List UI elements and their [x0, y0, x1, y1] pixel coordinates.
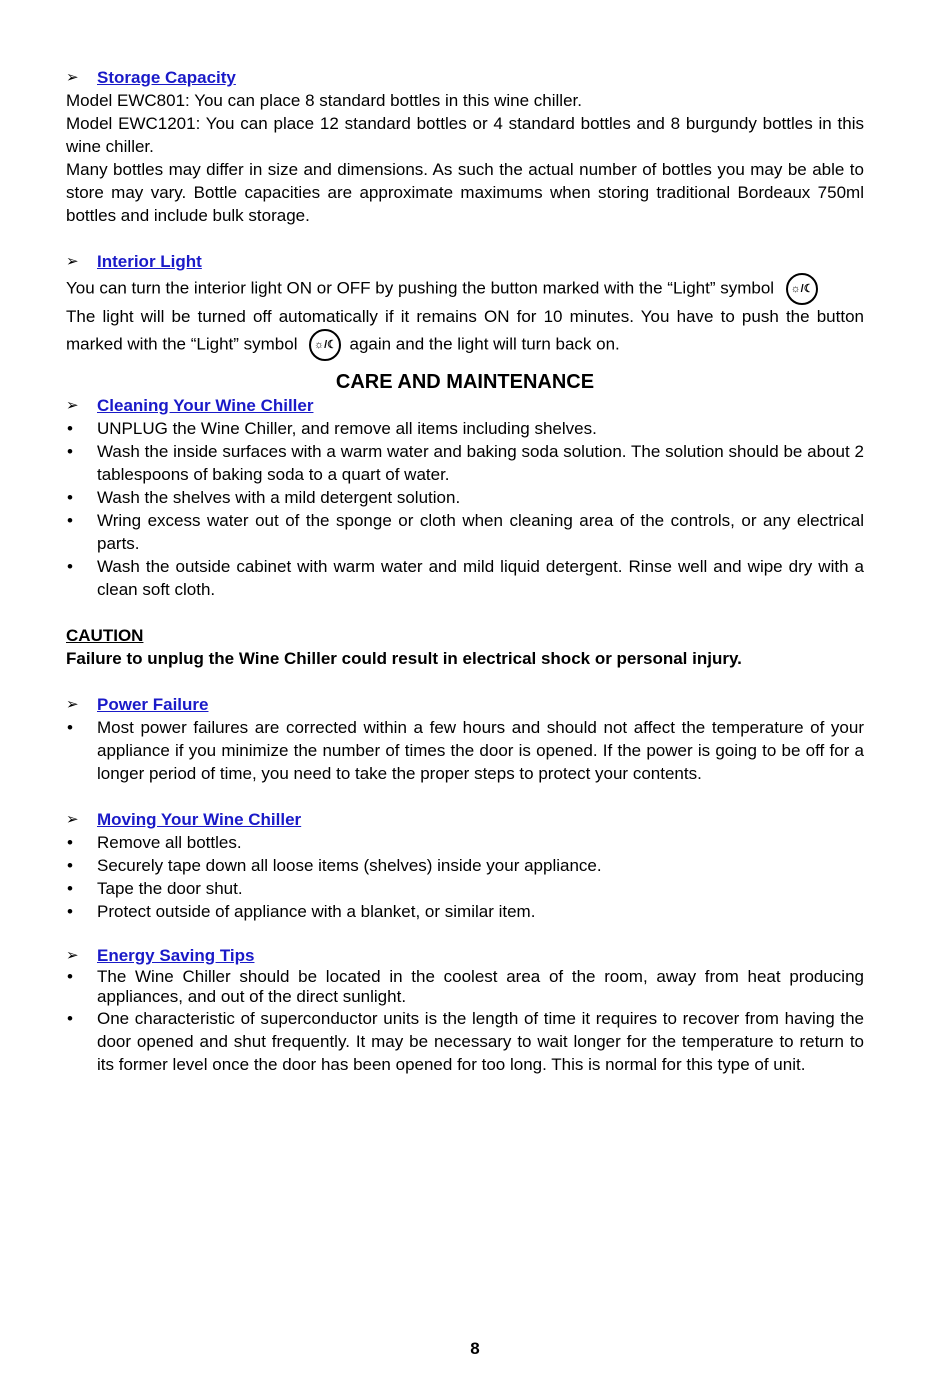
list-item: • Protect outside of appliance with a blanket, or similar item.: [67, 902, 536, 921]
list-item: • Most power failures are corrected within a few hours and should not affect the temperature of your appliance if you minimize the number of times the door is opened. If the power is going to be off for a longer period of time, you need to take the proper steps to protect your contents.: [67, 718, 864, 783]
moving-title: Moving Your Wine Chiller: [97, 810, 302, 829]
storage-line-bottle-sizes: Many bottles may differ in size and dimensions. As such the actual number of bottles you may be able to store may vary. Bottle capacities are approximate maximums when storing traditional Bordeaux 750ml bottles and include bulk storage.: [66, 160, 864, 225]
light-symbol-icon: ☼/☾: [786, 273, 818, 305]
arrow-bullet-icon: ➢: [66, 397, 79, 414]
page-number: 8: [470, 1339, 480, 1358]
arrow-bullet-icon: ➢: [66, 947, 79, 964]
list-item: • Wash the shelves with a mild detergent solution.: [67, 488, 461, 507]
cleaning-heading: [66, 394, 864, 417]
power-failure-title: Power Failure: [97, 695, 209, 714]
storage-capacity-title: Storage Capacity: [97, 68, 236, 87]
energy-title: Energy Saving Tips: [97, 946, 255, 965]
energy-list: [66, 967, 864, 1076]
list-item: • UNPLUG the Wine Chiller, and remove all items including shelves.: [67, 419, 597, 438]
list-item: • Wash the outside cabinet with warm water and mild liquid detergent. Rinse well and wipe dry with a clean soft cloth.: [67, 557, 864, 599]
document-page: [66, 66, 864, 1076]
arrow-bullet-icon: ➢: [66, 253, 79, 270]
moving-heading: [66, 808, 864, 831]
energy-heading: [66, 944, 864, 967]
list-item: • Wash the inside surfaces with a warm water and baking soda solution. The solution should be about 2 tablespoons of baking soda to a quart of water.: [67, 442, 864, 484]
list-item: • Securely tape down all loose items (shelves) inside your appliance.: [67, 856, 602, 875]
list-item: • One characteristic of superconductor units is the length of time it requires to recover from having the door opened and shut frequently. It may be necessary to wait longer for the temperature to return to its former level once the door has been opened for too long. This is normal for this type of unit.: [67, 1009, 864, 1074]
list-item: • Tape the door shut.: [67, 879, 243, 898]
care-maintenance-title: CARE AND MAINTENANCE: [335, 371, 595, 393]
interior-light-heading: [66, 250, 864, 273]
storage-capacity-heading: [66, 66, 864, 89]
storage-line-ewc801: Model EWC801: You can place 8 standard bottles in this wine chiller.: [66, 91, 582, 110]
list-item: • The Wine Chiller should be located in the coolest area of the room, away from heat producing appliances, and out of the direct sunlight.: [67, 967, 864, 1006]
moving-list: [66, 831, 864, 923]
arrow-bullet-icon: ➢: [66, 811, 79, 828]
storage-line-ewc1201: Model EWC1201: You can place 12 standard bottles or 4 standard bottles and 8 burgundy bottles in this wine chiller.: [66, 114, 864, 156]
power-failure-list: [66, 716, 864, 785]
interior-light-line1: You can turn the interior light ON or OFF by pushing the button marked with the “Light” symbol ☼/☾: [66, 273, 864, 305]
interior-light-title: Interior Light: [97, 252, 202, 271]
interior-light-line2: The light will be turned off automatically if it remains ON for 10 minutes. You have to push the button marked with the “Light” symbol ☼/☾ again and the light will turn back on.: [66, 305, 864, 361]
list-item: • Remove all bottles.: [67, 833, 242, 852]
caution-text: Failure to unplug the Wine Chiller could result in electrical shock or personal injury.: [66, 649, 742, 668]
cleaning-list: [66, 417, 864, 601]
caution-label: CAUTION: [66, 626, 144, 645]
arrow-bullet-icon: ➢: [66, 69, 79, 86]
light-symbol-icon: ☼/☾: [309, 329, 341, 361]
arrow-bullet-icon: ➢: [66, 696, 79, 713]
cleaning-title: Cleaning Your Wine Chiller: [97, 396, 314, 415]
power-failure-heading: [66, 693, 864, 716]
list-item: • Wring excess water out of the sponge or cloth when cleaning area of the controls, or any electrical parts.: [67, 511, 864, 553]
